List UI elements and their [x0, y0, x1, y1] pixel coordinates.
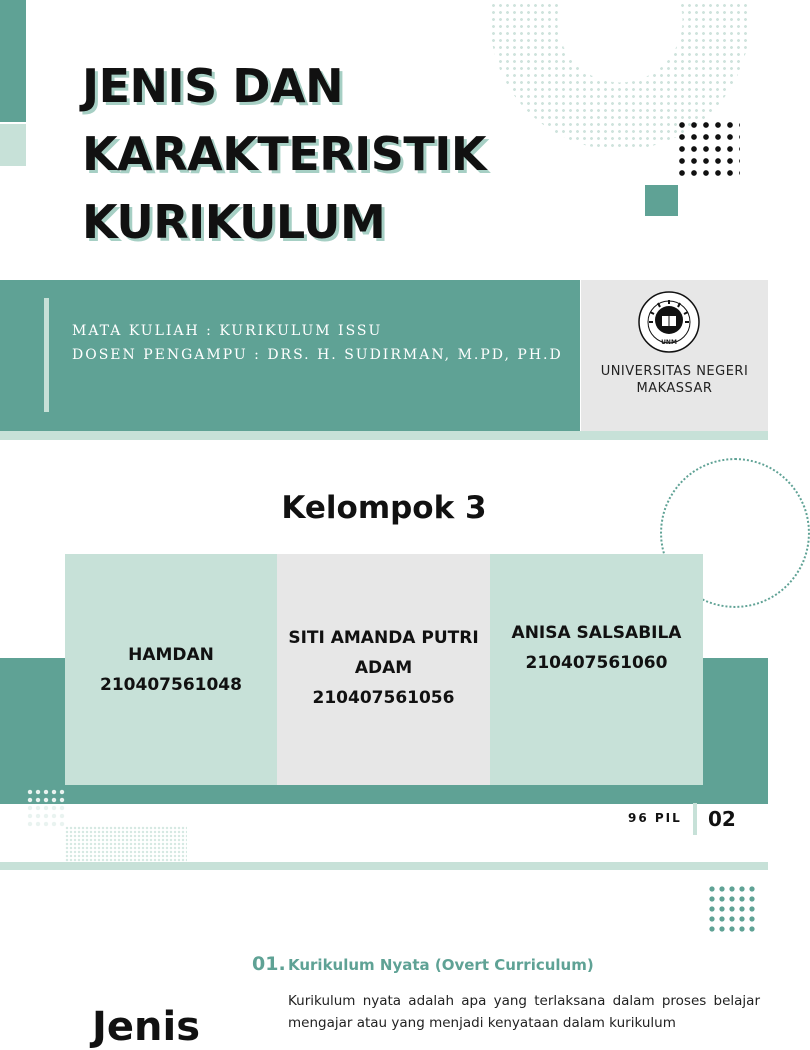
group-heading: Kelompok 3	[281, 490, 487, 526]
member-name-line-1: SITI AMANDA PUTRI	[288, 627, 479, 648]
item-title: Kurikulum Nyata (Overt Curriculum)	[288, 956, 594, 974]
member-name: HAMDAN	[128, 644, 214, 665]
title-line-1: JENIS DAN	[82, 59, 344, 113]
member-name: ANISA SALSABILA	[511, 622, 682, 643]
university-name-line-2: MAKASSAR	[636, 381, 713, 396]
member-name-line-2: ADAM	[354, 657, 413, 678]
title-line-2: KARAKTERISTIK	[82, 127, 487, 181]
member-card	[277, 554, 490, 785]
decor-dot-grid-black	[676, 119, 740, 179]
university-seal-icon	[638, 291, 700, 353]
slide-title	[0, 0, 768, 432]
side-heading: Jenis	[92, 1004, 201, 1050]
slide-types	[0, 870, 768, 1050]
university-name	[581, 363, 768, 397]
logo-abbr: UNM	[661, 339, 677, 346]
footer-label: 96 PIL	[628, 811, 682, 825]
member-card	[65, 554, 277, 785]
decor-dot-grid-white	[26, 788, 66, 828]
decor-left-bar-light	[0, 124, 26, 166]
footer-divider	[693, 803, 697, 835]
item-body: Kurikulum nyata adalah apa yang terlaksana dalam proses belajar mengajar atau yang menjadi kenyataan dalam kurikulum	[288, 993, 760, 1031]
decor-teal-square	[645, 185, 678, 216]
course-line: MATA KULIAH : KURIKULUM ISSU	[72, 323, 383, 339]
decor-dot-texture	[65, 826, 187, 862]
lecturer-line: DOSEN PENGAMPU : DRS. H. SUDIRMAN, M.PD, PH.D	[72, 347, 563, 363]
university-name-line-1: UNIVERSITAS NEGERI	[600, 364, 749, 379]
info-divider	[44, 298, 49, 412]
decor-left-bar-dark	[0, 0, 26, 122]
member-card	[490, 554, 703, 785]
member-id: 210407561056	[312, 687, 455, 708]
member-id: 210407561048	[100, 674, 242, 695]
decor-band-strip	[0, 431, 768, 440]
item-number: 01.	[252, 953, 286, 975]
slide-group	[0, 440, 768, 864]
member-id: 210407561060	[525, 652, 668, 673]
title-line-3: KURIKULUM	[82, 195, 386, 249]
decor-dot-grid-teal	[707, 884, 757, 932]
decor-band-strip	[0, 862, 768, 870]
slide-title-heading	[82, 52, 562, 256]
page-number: 02	[708, 807, 736, 831]
